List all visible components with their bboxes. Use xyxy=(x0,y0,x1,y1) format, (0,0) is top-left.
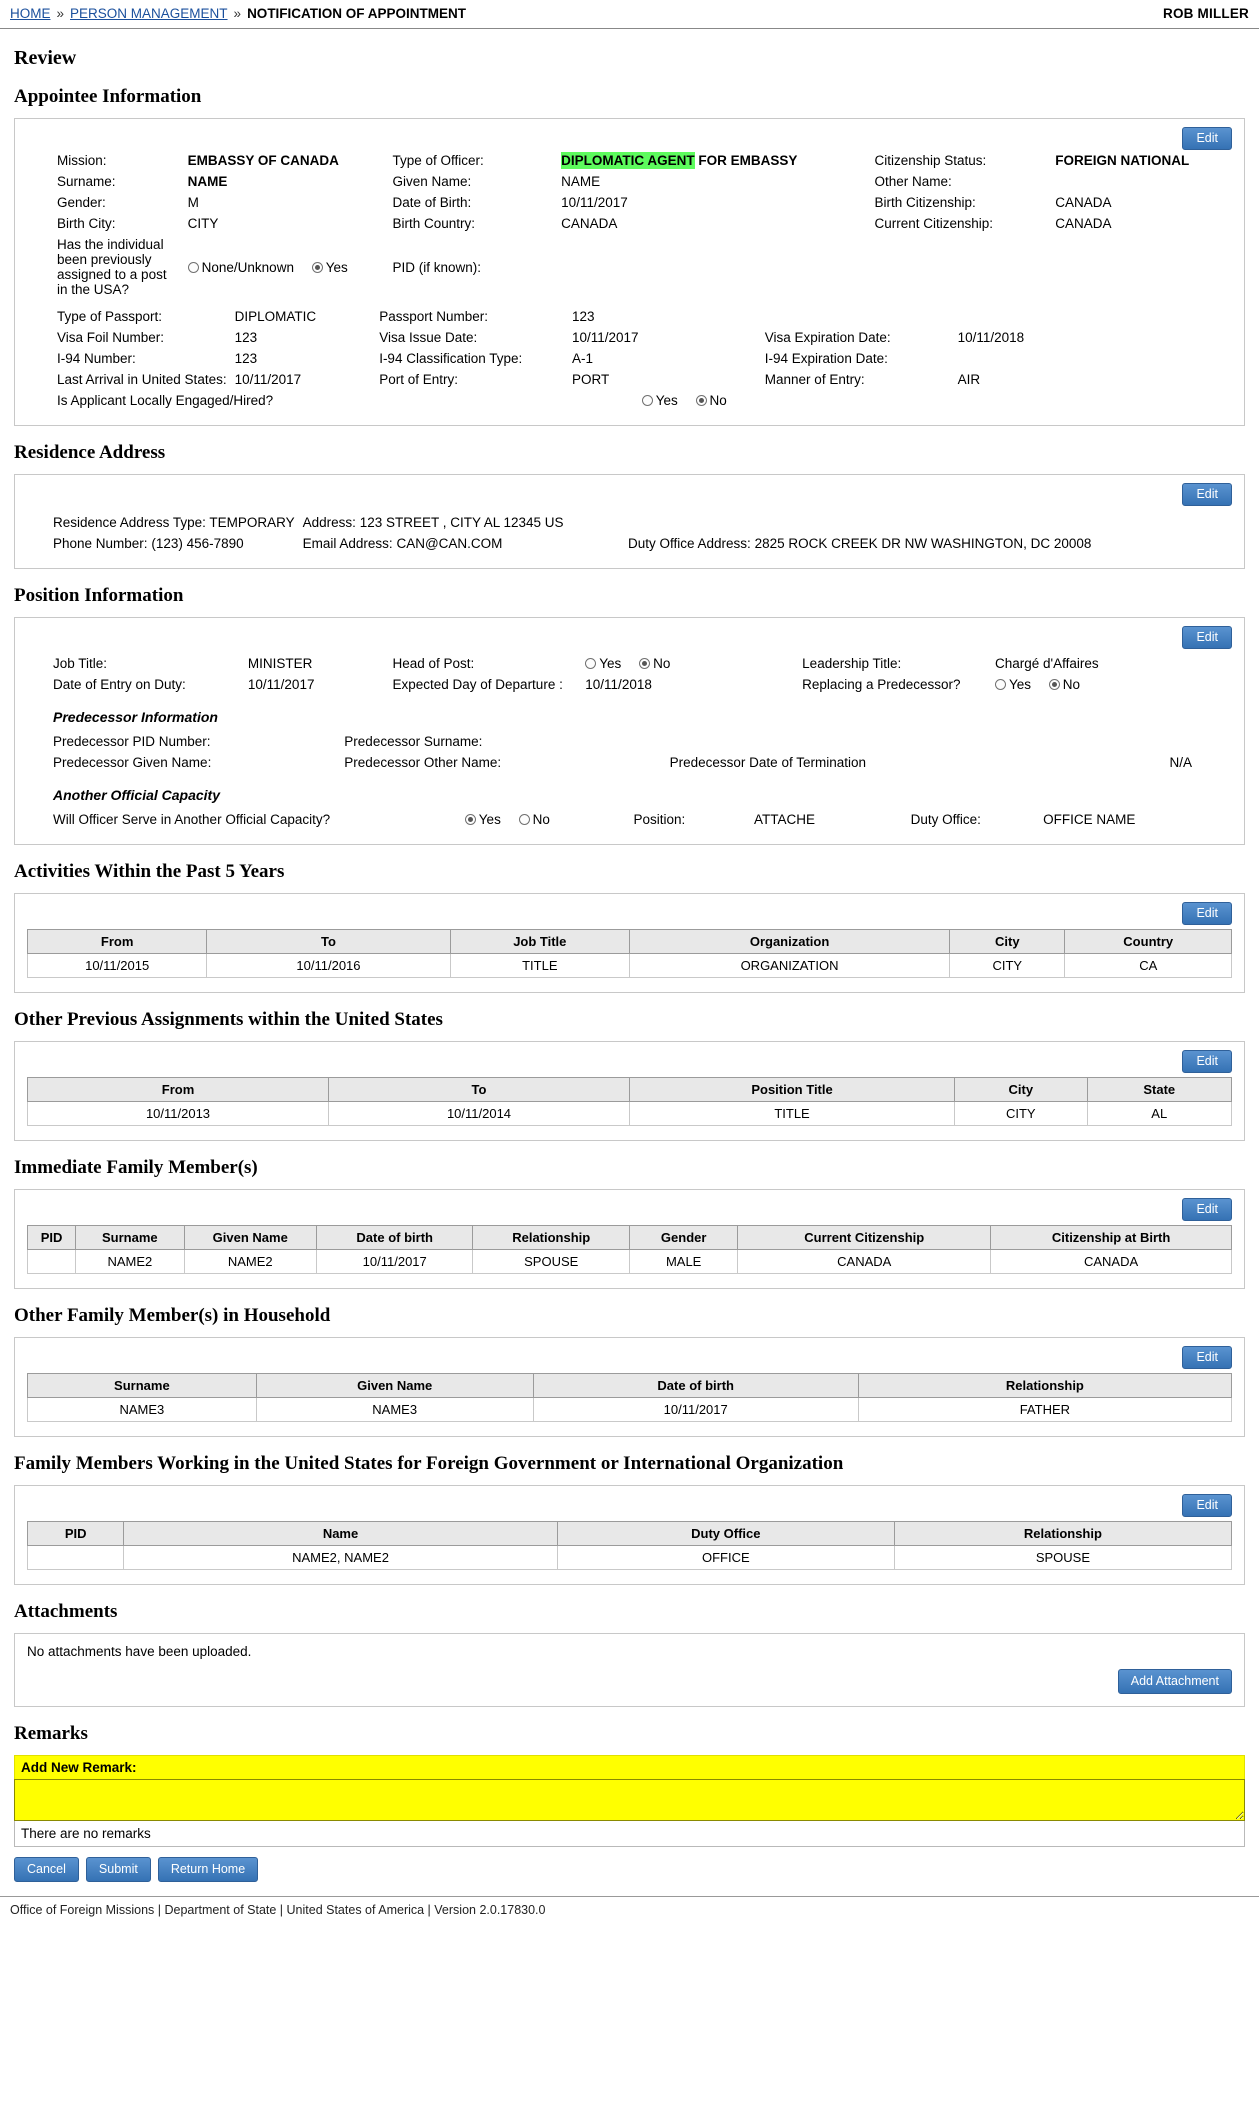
previously-assigned-radios[interactable] xyxy=(184,234,389,300)
activities-cell-organization: ORGANIZATION xyxy=(629,954,949,978)
head-of-post-label: Head of Post: xyxy=(392,656,475,671)
duty-office-address-label: Duty Office Address: xyxy=(627,536,751,551)
previously-assigned-yes-label: Yes xyxy=(325,259,348,275)
edit-residence-button[interactable]: Edit xyxy=(1182,483,1232,506)
if-cell-citizenship-at-birth: CANADA xyxy=(991,1250,1232,1274)
section-title-other-family: Other Family Member(s) in Household xyxy=(14,1305,331,1326)
replacing-no-label: No xyxy=(1062,677,1081,692)
residence-email-label: Email Address: xyxy=(302,536,393,551)
appointee-panel xyxy=(14,118,1245,426)
breadcrumb-bar xyxy=(0,0,1259,29)
replacing-predecessor-radios[interactable] xyxy=(991,674,1232,695)
of-cell-surname: NAME3 xyxy=(28,1398,257,1422)
add-new-remark-label: Add New Remark: xyxy=(14,1755,1245,1779)
residence-fields xyxy=(27,512,1232,554)
residence-phone-label: Phone Number: xyxy=(53,536,148,551)
current-citizenship-label: Current Citizenship: xyxy=(874,216,994,231)
edit-activities-button[interactable]: Edit xyxy=(1182,902,1232,925)
section-title-family-working: Family Members Working in the United States for Foreign Government or International Organization xyxy=(14,1453,844,1474)
another-capacity-no-radio[interactable] xyxy=(519,814,530,825)
activities-th-to: To xyxy=(207,930,450,954)
oa-th-to: To xyxy=(329,1078,630,1102)
replacing-yes-label: Yes xyxy=(1008,677,1031,692)
section-title-activities: Activities Within the Past 5 Years xyxy=(14,861,285,882)
citizenship-status-value: FOREIGN NATIONAL xyxy=(1055,153,1190,168)
table-row xyxy=(28,954,1232,978)
replacing-predecessor-label: Replacing a Predecessor? xyxy=(802,677,961,692)
manner-of-entry-value: AIR xyxy=(957,372,981,387)
mission-value: EMBASSY OF CANADA xyxy=(187,153,339,168)
predecessor-termination-value: N/A xyxy=(1169,755,1192,770)
entry-on-duty-label: Date of Entry on Duty: xyxy=(53,677,186,692)
another-capacity-yes-label: Yes xyxy=(478,812,501,827)
i94-number-label: I-94 Number: xyxy=(57,351,136,366)
activities-cell-to: 10/11/2016 xyxy=(207,954,450,978)
if-th-current-citizenship: Current Citizenship xyxy=(738,1226,991,1250)
another-capacity-fields xyxy=(27,809,1232,830)
i94-classification-label: I-94 Classification Type: xyxy=(379,351,523,366)
residence-phone-value: (123) 456-7890 xyxy=(151,536,244,551)
oa-th-position-title: Position Title xyxy=(630,1078,955,1102)
residence-email-value: CAN@CAN.COM xyxy=(396,536,503,551)
birth-country-value: CANADA xyxy=(561,216,618,231)
passport-number-label: Passport Number: xyxy=(379,309,488,324)
locally-engaged-yes-label: Yes xyxy=(655,393,678,408)
fw-th-relationship: Relationship xyxy=(894,1522,1231,1546)
passport-number-value: 123 xyxy=(571,309,595,324)
port-of-entry-value: PORT xyxy=(571,372,610,387)
if-cell-surname: NAME2 xyxy=(76,1250,184,1274)
duty-office-address-row xyxy=(624,533,1232,554)
previously-assigned-yes-radio[interactable] xyxy=(312,262,323,273)
birth-city-value: CITY xyxy=(187,216,219,231)
previously-assigned-label: Has the individual been previously assigned to a post in the USA? xyxy=(57,237,167,297)
fw-cell-pid xyxy=(28,1546,124,1570)
activities-th-from: From xyxy=(28,930,207,954)
head-of-post-no-radio[interactable] xyxy=(639,658,650,669)
if-th-gender: Gender xyxy=(629,1226,737,1250)
oa-cell-position-title: TITLE xyxy=(630,1102,955,1126)
residence-type-label: Residence Address Type: xyxy=(53,515,206,530)
entry-on-duty-value: 10/11/2017 xyxy=(247,677,315,692)
edit-immediate-family-button[interactable]: Edit xyxy=(1182,1198,1232,1221)
gender-label: Gender: xyxy=(57,195,106,210)
other-name-label: Other Name: xyxy=(874,174,952,189)
section-title-position: Position Information xyxy=(14,585,184,606)
birth-country-label: Birth Country: xyxy=(392,216,476,231)
of-th-relationship: Relationship xyxy=(858,1374,1231,1398)
previously-assigned-none-label: None/Unknown xyxy=(201,259,294,275)
attachments-empty-text: No attachments have been uploaded. xyxy=(27,1644,252,1659)
another-capacity-yes-radio[interactable] xyxy=(465,814,476,825)
position-panel xyxy=(14,617,1245,845)
type-of-officer-rest: FOR EMBASSY xyxy=(694,153,798,168)
fw-cell-duty-office: OFFICE xyxy=(557,1546,894,1570)
fw-th-pid: PID xyxy=(28,1522,124,1546)
activities-cell-job-title: TITLE xyxy=(450,954,629,978)
i94-expiration-label: I-94 Expiration Date: xyxy=(764,351,888,366)
activities-th-organization: Organization xyxy=(629,930,949,954)
residence-address-row xyxy=(299,512,624,533)
oa-th-from: From xyxy=(28,1078,329,1102)
remark-textarea[interactable] xyxy=(14,1779,1245,1821)
edit-other-assignments-button[interactable]: Edit xyxy=(1182,1050,1232,1073)
oa-th-city: City xyxy=(955,1078,1087,1102)
if-cell-gender: MALE xyxy=(629,1250,737,1274)
type-of-officer-highlight: DIPLOMATIC AGENT xyxy=(561,153,695,168)
pid-value xyxy=(557,234,870,300)
edit-appointee-button[interactable]: Edit xyxy=(1182,127,1232,150)
family-working-header-row xyxy=(28,1522,1232,1546)
locally-engaged-label: Is Applicant Locally Engaged/Hired? xyxy=(57,393,274,408)
of-th-given-name: Given Name xyxy=(256,1374,533,1398)
of-th-surname: Surname xyxy=(28,1374,257,1398)
activities-th-job-title: Job Title xyxy=(450,930,629,954)
fw-th-duty-office: Duty Office xyxy=(557,1522,894,1546)
passport-type-value: DIPLOMATIC xyxy=(234,309,317,324)
if-th-citizenship-at-birth: Citizenship at Birth xyxy=(991,1226,1232,1250)
leadership-title-label: Leadership Title: xyxy=(802,656,902,671)
gender-value: M xyxy=(187,195,199,210)
add-attachment-button[interactable]: Add Attachment xyxy=(1118,1669,1232,1694)
port-of-entry-label: Port of Entry: xyxy=(379,372,458,387)
passport-type-label: Type of Passport: xyxy=(57,309,163,324)
locally-engaged-yes-radio[interactable] xyxy=(642,395,653,406)
breadcrumb-person-management[interactable]: PERSON MANAGEMENT xyxy=(70,6,228,21)
birth-citizenship-label: Birth Citizenship: xyxy=(874,195,976,210)
edit-family-working-button[interactable]: Edit xyxy=(1182,1494,1232,1517)
surname-value: NAME xyxy=(187,174,228,189)
immediate-family-panel xyxy=(14,1189,1245,1289)
predecessor-other-name-label: Predecessor Other Name: xyxy=(344,755,502,770)
if-th-dob: Date of birth xyxy=(316,1226,473,1250)
given-name-value: NAME xyxy=(561,174,601,189)
position-fields xyxy=(27,653,1232,695)
job-title-label: Job Title: xyxy=(53,656,108,671)
section-title-immediate-family: Immediate Family Member(s) xyxy=(14,1157,258,1178)
pid-label: PID (if known): xyxy=(392,259,482,275)
capacity-duty-office-value: OFFICE NAME xyxy=(1043,812,1136,827)
breadcrumb xyxy=(10,6,466,21)
no-remarks-text: There are no remarks xyxy=(14,1821,1245,1847)
manner-of-entry-label: Manner of Entry: xyxy=(764,372,865,387)
table-row xyxy=(28,1546,1232,1570)
mission-label: Mission: xyxy=(57,153,107,168)
activities-table xyxy=(27,929,1232,978)
residence-email-row xyxy=(299,533,624,554)
head-of-post-no-label: No xyxy=(653,656,671,671)
predecessor-given-name-label: Predecessor Given Name: xyxy=(53,755,212,770)
expected-departure-value: 10/11/2018 xyxy=(585,677,652,692)
section-title-other-assignments: Other Previous Assignments within the United States xyxy=(14,1009,443,1030)
fw-cell-relationship: SPOUSE xyxy=(894,1546,1231,1570)
if-cell-given-name: NAME2 xyxy=(184,1250,316,1274)
if-th-given-name: Given Name xyxy=(184,1226,316,1250)
section-title-appointee: Appointee Information xyxy=(14,86,202,107)
current-citizenship-value: CANADA xyxy=(1055,216,1112,231)
of-th-dob: Date of birth xyxy=(533,1374,858,1398)
other-family-header-row xyxy=(28,1374,1232,1398)
replacing-no-radio[interactable] xyxy=(1049,679,1060,690)
oa-th-state: State xyxy=(1087,1078,1231,1102)
immediate-family-header-row xyxy=(28,1226,1232,1250)
edit-other-family-button[interactable]: Edit xyxy=(1182,1346,1232,1369)
locally-engaged-no-label: No xyxy=(709,393,727,408)
fw-th-name: Name xyxy=(124,1522,557,1546)
activities-cell-from: 10/11/2015 xyxy=(28,954,207,978)
if-th-surname: Surname xyxy=(76,1226,184,1250)
last-arrival-label: Last Arrival in United States: xyxy=(57,372,227,387)
other-family-table xyxy=(27,1373,1232,1422)
residence-type-row xyxy=(27,512,299,533)
if-cell-relationship: SPOUSE xyxy=(473,1250,630,1274)
appointee-fields xyxy=(27,150,1232,300)
citizenship-status-label: Citizenship Status: xyxy=(874,153,987,168)
capacity-duty-office-label: Duty Office: xyxy=(910,812,981,827)
birth-citizenship-value: CANADA xyxy=(1055,195,1112,210)
page-title: Review xyxy=(14,47,77,69)
replacing-yes-radio[interactable] xyxy=(995,679,1006,690)
other-assignments-table xyxy=(27,1077,1232,1126)
activities-cell-city: CITY xyxy=(950,954,1065,978)
oa-cell-from: 10/11/2013 xyxy=(28,1102,329,1126)
residence-panel xyxy=(14,474,1245,569)
residence-type-value: TEMPORARY xyxy=(209,515,295,530)
job-title-value: MINISTER xyxy=(247,656,313,671)
cancel-button[interactable]: Cancel xyxy=(14,1857,79,1882)
i94-expiration-value xyxy=(954,348,1232,369)
predecessor-surname-label: Predecessor Surname: xyxy=(344,734,483,749)
i94-classification-value: A-1 xyxy=(571,351,593,366)
immediate-family-table xyxy=(27,1225,1232,1274)
attachments-panel xyxy=(14,1633,1245,1707)
visa-issue-date-label: Visa Issue Date: xyxy=(379,330,478,345)
head-of-post-yes-label: Yes xyxy=(599,656,622,671)
activities-cell-country: CA xyxy=(1065,954,1232,978)
capacity-position-label: Position: xyxy=(633,812,686,827)
last-arrival-value: 10/11/2017 xyxy=(234,372,302,387)
section-title-residence: Residence Address xyxy=(14,442,166,463)
another-capacity-radios[interactable] xyxy=(461,809,630,830)
breadcrumb-separator-2: » xyxy=(233,6,242,21)
oa-cell-state: AL xyxy=(1087,1102,1231,1126)
visa-foil-label: Visa Foil Number: xyxy=(57,330,165,345)
return-home-button[interactable]: Return Home xyxy=(158,1857,258,1882)
type-of-officer-value xyxy=(557,150,870,171)
head-of-post-radios[interactable] xyxy=(581,653,798,674)
other-assignments-panel xyxy=(14,1041,1245,1141)
section-title-attachments: Attachments xyxy=(14,1601,118,1622)
date-of-birth-label: Date of Birth: xyxy=(392,195,472,210)
form-action-buttons xyxy=(14,1857,1245,1882)
activities-th-city: City xyxy=(950,930,1065,954)
capacity-position-value: ATTACHE xyxy=(753,812,815,827)
breadcrumb-home[interactable]: HOME xyxy=(10,6,51,21)
remarks-panel xyxy=(14,1755,1245,1847)
other-assignments-header-row xyxy=(28,1078,1232,1102)
family-working-panel xyxy=(14,1485,1245,1585)
locally-engaged-radios[interactable] xyxy=(375,390,761,411)
oa-cell-city: CITY xyxy=(955,1102,1087,1126)
if-cell-dob: 10/11/2017 xyxy=(316,1250,473,1274)
another-capacity-no-label: No xyxy=(532,812,550,827)
residence-address-value: 123 STREET , CITY AL 12345 US xyxy=(359,515,564,530)
head-of-post-yes-radio[interactable] xyxy=(585,658,596,669)
visa-issue-date-value: 10/11/2017 xyxy=(571,330,639,345)
fw-cell-name: NAME2, NAME2 xyxy=(124,1546,557,1570)
of-cell-given-name: NAME3 xyxy=(256,1398,533,1422)
oa-cell-to: 10/11/2014 xyxy=(329,1102,630,1126)
activities-th-country: Country xyxy=(1065,930,1232,954)
another-capacity-label: Will Officer Serve in Another Official Capacity? xyxy=(53,812,331,827)
table-row xyxy=(28,1102,1232,1126)
activities-panel xyxy=(14,893,1245,993)
submit-button[interactable]: Submit xyxy=(86,1857,151,1882)
of-cell-relationship: FATHER xyxy=(858,1398,1231,1422)
activities-header-row xyxy=(28,930,1232,954)
if-th-relationship: Relationship xyxy=(473,1226,630,1250)
table-row xyxy=(28,1398,1232,1422)
predecessor-fields xyxy=(27,731,1232,773)
residence-address-label: Address: xyxy=(302,515,356,530)
another-capacity-subheading: Another Official Capacity xyxy=(53,787,221,803)
if-cell-current-citizenship: CANADA xyxy=(738,1250,991,1274)
duty-office-address-value: 2825 ROCK CREEK DR NW WASHINGTON, DC 20008 xyxy=(754,536,1092,551)
breadcrumb-current: NOTIFICATION OF APPOINTMENT xyxy=(247,6,467,21)
date-of-birth-value: 10/11/2017 xyxy=(561,195,628,210)
other-name-value xyxy=(1051,171,1232,192)
other-family-panel xyxy=(14,1337,1245,1437)
predecessor-pid-label: Predecessor PID Number: xyxy=(53,734,211,749)
previously-assigned-none-radio[interactable] xyxy=(188,262,199,273)
predecessor-termination-label: Predecessor Date of Termination xyxy=(669,755,866,770)
user-name: ROB MILLER xyxy=(1163,6,1249,21)
predecessor-subheading: Predecessor Information xyxy=(53,709,218,725)
table-row xyxy=(28,1250,1232,1274)
breadcrumb-separator-1: » xyxy=(56,6,65,21)
section-title-remarks: Remarks xyxy=(14,1723,88,1744)
if-cell-pid xyxy=(28,1250,76,1274)
birth-city-label: Birth City: xyxy=(57,216,116,231)
if-th-pid: PID xyxy=(28,1226,76,1250)
edit-position-button[interactable]: Edit xyxy=(1182,626,1232,649)
locally-engaged-no-radio[interactable] xyxy=(696,395,707,406)
visa-expiration-label: Visa Expiration Date: xyxy=(764,330,891,345)
surname-label: Surname: xyxy=(57,174,116,189)
of-cell-dob: 10/11/2017 xyxy=(533,1398,858,1422)
leadership-title-value: Chargé d'Affaires xyxy=(994,656,1099,671)
visa-foil-value: 123 xyxy=(234,330,258,345)
i94-number-value: 123 xyxy=(234,351,258,366)
page-footer: Office of Foreign Missions | Department of State | United States of America | Version 2.0.17830.0 xyxy=(0,1896,1259,1927)
given-name-label: Given Name: xyxy=(392,174,472,189)
visa-expiration-value: 10/11/2018 xyxy=(957,330,1025,345)
family-working-table xyxy=(27,1521,1232,1570)
expected-departure-label: Expected Day of Departure : xyxy=(392,677,563,692)
type-of-officer-label: Type of Officer: xyxy=(392,153,484,168)
appointee-passport-fields xyxy=(27,306,1232,411)
residence-phone-row xyxy=(27,533,299,554)
